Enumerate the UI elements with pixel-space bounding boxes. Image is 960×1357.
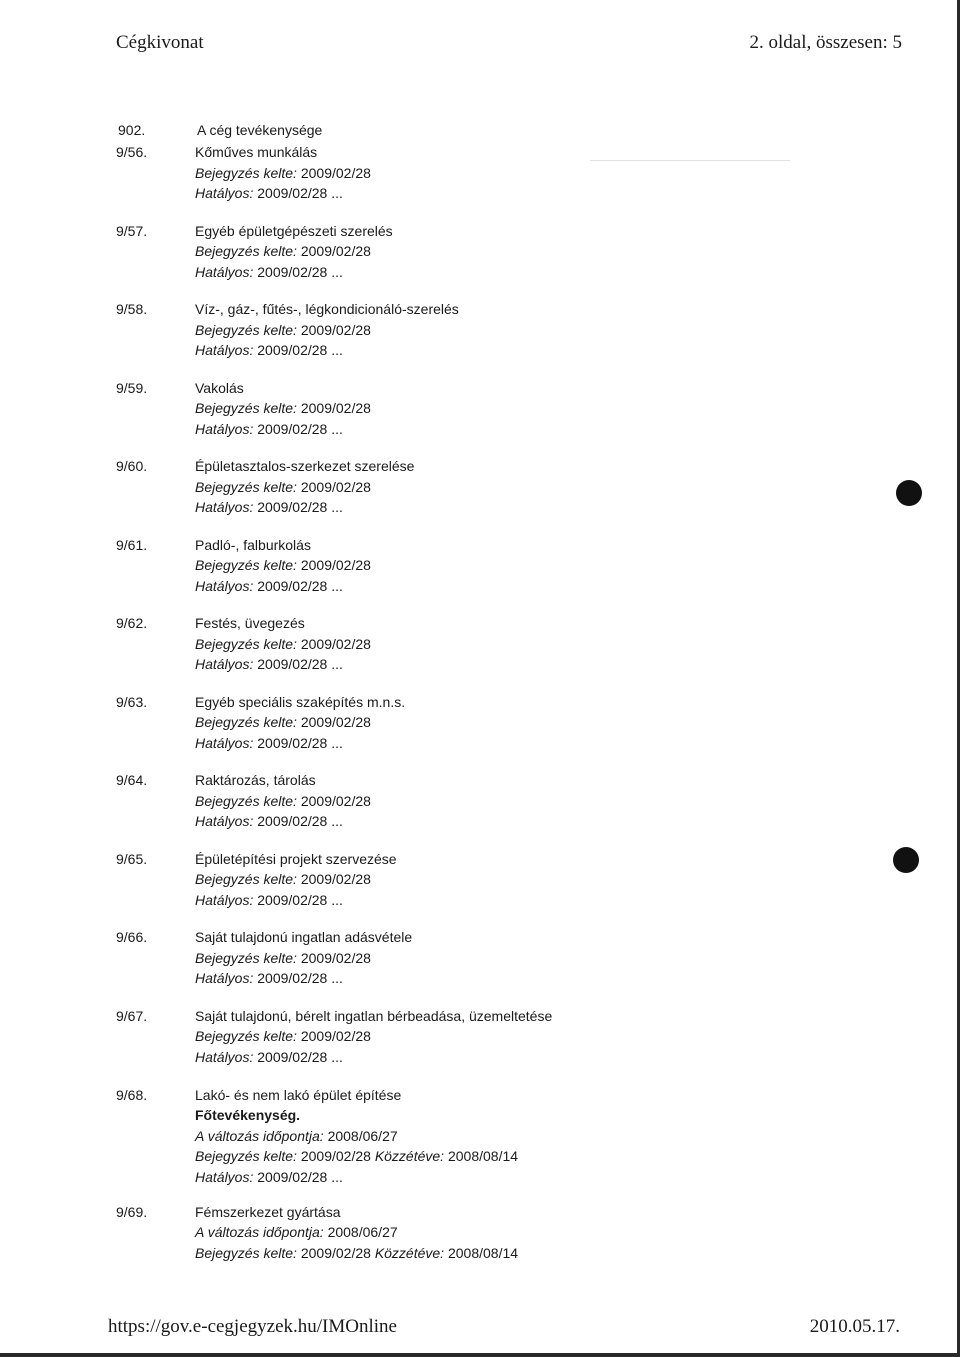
entry-activity: Saját tulajdonú, bérelt ingatlan bérbeadása, üzemeltetése [195,1007,553,1024]
change-date-label: A változás időpontja: [195,1224,324,1240]
entry-number: 9/62. [116,615,148,631]
registration-date: 2009/02/28 [300,714,371,730]
registration-label: Bejegyzés kelte: [195,478,297,495]
effective-label: Hatályos: [195,499,254,515]
registration-date: 2009/02/28 [300,1028,371,1044]
registration-label: Bejegyzés kelte: [195,792,297,809]
registration-date: 2009/02/28 [300,164,371,181]
effective-date: 2009/02/28 ... [257,1168,343,1185]
entry-activity: Padló-, falburkolás [195,536,311,553]
effective-label: Hatályos: [195,970,254,986]
effective-label: Hatályos: [195,656,254,672]
change-date-label: A változás időpontja: [195,1127,324,1144]
entry-activity: Kőműves munkálás [195,144,318,160]
registration-label: Bejegyzés kelte: [195,321,297,338]
punch-hole-mark [893,847,919,873]
punch-hole-mark [896,480,922,506]
effective-date: 2009/02/28 ... [257,185,343,201]
registration-date: 2009/02/28 [300,635,371,652]
registration-date: 2009/02/28 [300,243,371,259]
entry-activity: Lakó- és nem lakó épület építése [195,1086,402,1103]
registration-date: 2009/02/28 [300,557,371,573]
registration-label: Bejegyzés kelte: [195,949,297,966]
registration-date: 2009/02/28 [300,400,371,416]
registration-label: Bejegyzés kelte: [195,871,297,887]
entry-activity: Saját tulajdonú ingatlan adásvétele [195,929,413,945]
entry-number: 9/58. [116,301,148,317]
scan-artifact [590,160,790,161]
registration-label: Bejegyzés kelte: [195,1148,297,1164]
registration-date: 2009/02/28 [300,1244,371,1261]
effective-label: Hatályos: [195,813,254,829]
registration-label: Bejegyzés kelte: [195,1028,297,1044]
main-activity-marker: Főtevékenység. [195,1107,301,1123]
entry-number: 9/64. [116,772,148,788]
effective-date: 2009/02/28 ... [257,1048,343,1065]
published-date: 2008/08/14 [447,1148,519,1164]
registration-label: Bejegyzés kelte: [195,243,297,259]
entry-activity: Vakolás [195,379,244,396]
registration-date: 2009/02/28 [300,871,371,887]
effective-date: 2009/02/28 ... [257,342,343,358]
effective-label: Hatályos: [195,420,254,437]
published-date: 2008/08/14 [447,1244,519,1261]
document-title: Cégkivonat [116,32,204,53]
entry-number: 9/68. [116,1086,148,1103]
effective-date: 2009/02/28 ... [257,970,343,986]
entry-activity: Épületépítési projekt szervezése [195,850,397,867]
entry-activity: Egyéb speciális szaképítés m.n.s. [195,693,406,710]
entry-number: 9/63. [116,693,148,710]
entry-activity: Raktározás, tárolás [195,772,316,788]
entry-activity: Épületasztalos-szerkezet szerelése [195,458,415,474]
effective-label: Hatályos: [195,1168,254,1185]
print-date: 2010.05.17. [809,1316,900,1337]
published-label: Közzétéve: [374,1148,445,1164]
entry-activity: Fémszerkezet gyártása [195,1203,341,1220]
effective-date: 2009/02/28 ... [257,656,343,672]
effective-date: 2009/02/28 ... [257,499,343,515]
effective-date: 2009/02/28 ... [257,734,343,751]
registration-label: Bejegyzés kelte: [195,714,297,730]
source-url: https://gov.e-cegjegyzek.hu/IMOnline [108,1316,397,1337]
effective-label: Hatályos: [195,734,254,751]
entry-number: 9/60. [116,458,148,474]
registration-label: Bejegyzés kelte: [195,557,297,573]
effective-label: Hatályos: [195,891,254,908]
entry-activity: Festés, üvegezés [195,615,305,631]
effective-date: 2009/02/28 ... [257,420,343,437]
registration-date: 2009/02/28 [300,949,371,966]
registration-label: Bejegyzés kelte: [195,164,297,181]
section-number: 902. [118,122,146,138]
change-date: 2008/06/27 [327,1224,398,1240]
entry-number: 9/59. [116,379,148,396]
entry-number: 9/69. [116,1203,148,1220]
effective-label: Hatályos: [195,342,254,358]
registration-date: 2009/02/28 [300,478,371,495]
published-label: Közzétéve: [374,1244,445,1261]
registration-label: Bejegyzés kelte: [195,400,297,416]
registration-label: Bejegyzés kelte: [195,635,297,652]
effective-date: 2009/02/28 ... [257,813,343,829]
scan-edge-bottom [0,1353,960,1357]
registration-date: 2009/02/28 [300,1148,371,1164]
effective-date: 2009/02/28 ... [257,263,343,280]
entry-number: 9/65. [116,850,148,867]
effective-label: Hatályos: [195,1048,254,1065]
entry-number: 9/61. [116,536,148,553]
registration-date: 2009/02/28 [300,321,371,338]
change-date: 2008/06/27 [327,1127,398,1144]
effective-date: 2009/02/28 ... [257,577,343,594]
section-title: A cég tevékenysége [197,122,323,138]
entry-activity: Egyéb épületgépészeti szerelés [195,222,393,239]
effective-label: Hatályos: [195,185,254,201]
effective-label: Hatályos: [195,263,254,280]
registration-label: Bejegyzés kelte: [195,1244,297,1261]
effective-label: Hatályos: [195,577,254,594]
effective-date: 2009/02/28 ... [257,891,343,908]
entry-number: 9/57. [116,222,148,239]
entry-number: 9/67. [116,1007,148,1024]
registration-date: 2009/02/28 [300,792,371,809]
entry-activity: Víz-, gáz-, fűtés-, légkondicionáló-szerelés [195,301,459,317]
page-indicator: 2. oldal, összesen: 5 [749,32,902,53]
entry-number: 9/56. [116,144,148,160]
entry-number: 9/66. [116,929,148,945]
